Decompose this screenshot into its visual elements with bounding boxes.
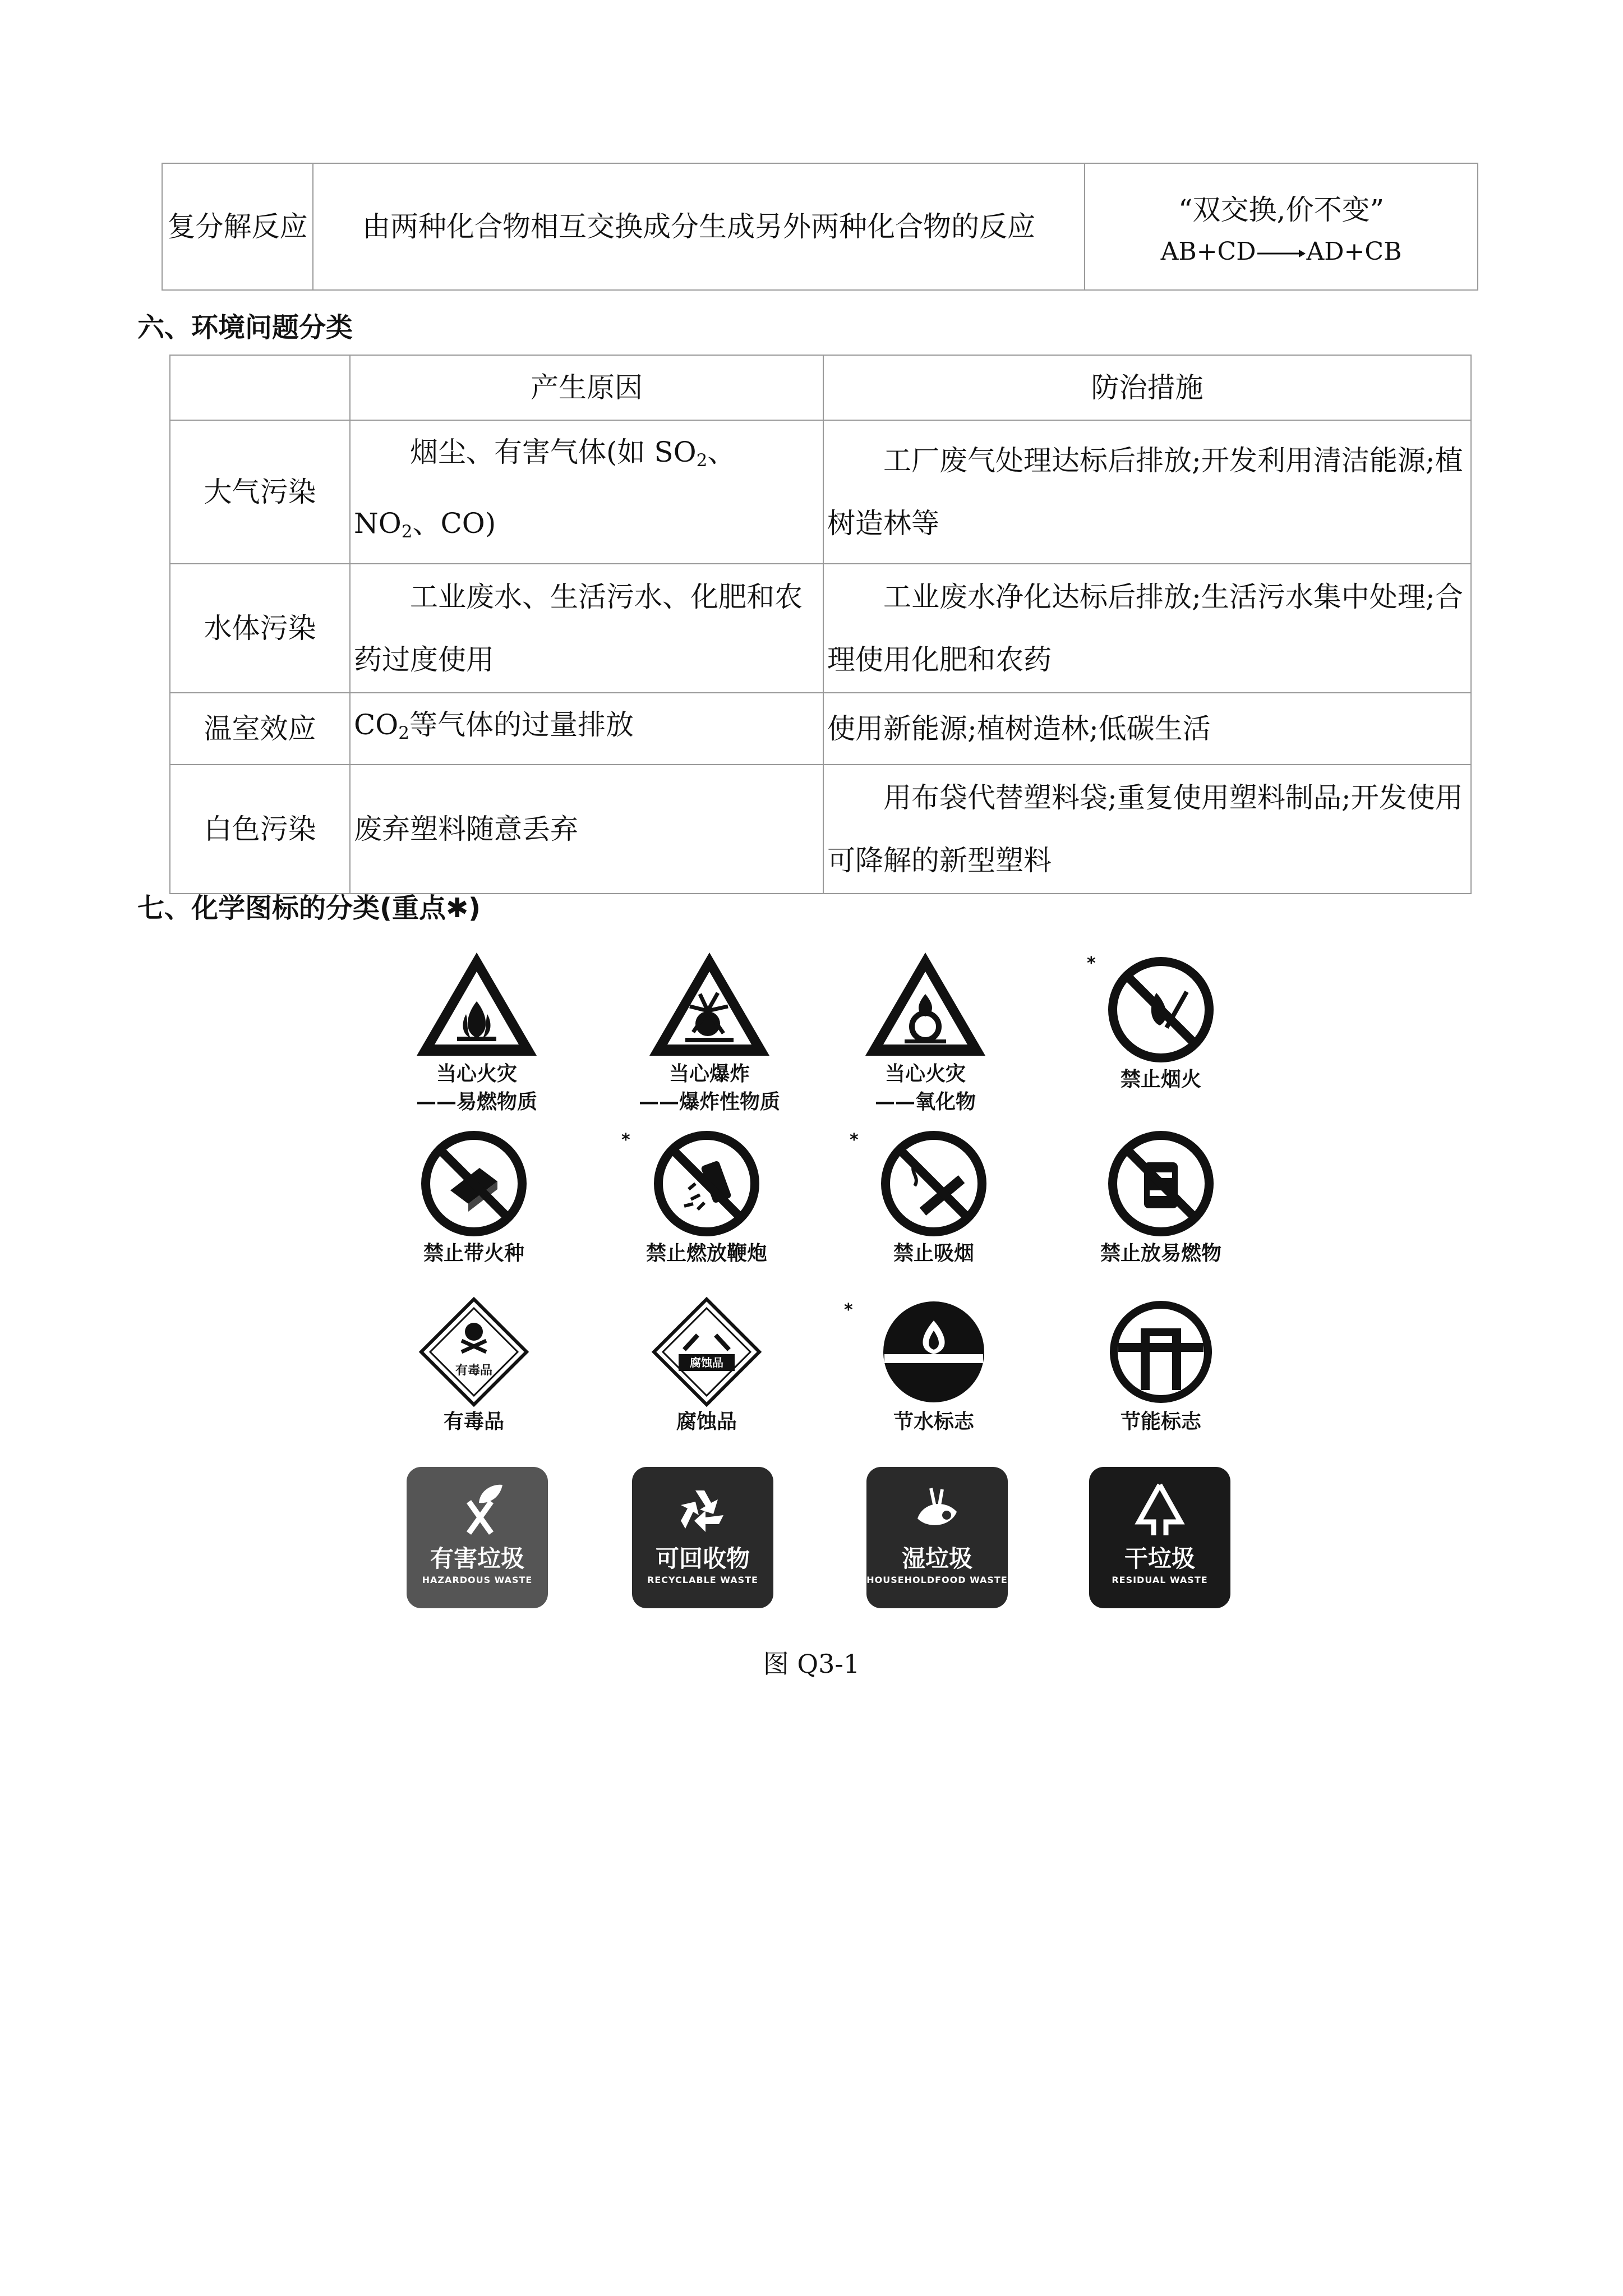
cause-text: 、NO (354, 436, 736, 540)
bin-recyclable (632, 1467, 773, 1608)
icon-label: 有毒品 (443, 1410, 504, 1433)
no-kindling-icon (418, 1128, 530, 1240)
table-row (170, 564, 1471, 693)
row-cause: 废弃塑料随意丢弃 (350, 765, 823, 894)
cause-text: 、CO) (412, 507, 496, 540)
food-waste-icon (906, 1479, 968, 1541)
reaction-name: 复分解反应 (162, 163, 313, 290)
icon-label: 当心火灾 (436, 1062, 517, 1085)
bin-label-en: HAZARDOUS WASTE (422, 1575, 533, 1585)
icon-label: 当心火灾 (884, 1062, 966, 1085)
icon-label: 禁止吸烟 (893, 1242, 974, 1265)
row-measure: 工厂废气处理达标后排放;开发利用清洁能源;植树造林等 (823, 420, 1471, 564)
row-measure: 工业废水净化达标后排放;生活污水集中处理;合理使用化肥和农药 (823, 564, 1471, 693)
table-row (170, 765, 1471, 894)
icon-label-sub: ——易燃物质 (416, 1091, 537, 1114)
icon-label: 腐蚀品 (676, 1410, 737, 1433)
cause-text: 烟尘、有害气体(如 SO (410, 436, 697, 468)
bin-hazardous (407, 1467, 548, 1608)
bin-label-en: HOUSEHOLDFOOD WASTE (866, 1575, 1008, 1585)
reaction-rule-cell (1085, 163, 1478, 290)
arrow-icon (1256, 248, 1307, 259)
corrosive-label (634, 1296, 780, 1436)
no-firecrackers (634, 1128, 780, 1268)
warning-oxidizer (852, 948, 998, 1116)
hazardous-waste-icon (446, 1479, 508, 1541)
water-saving-mark (861, 1296, 1007, 1436)
recycle-icon (672, 1479, 734, 1541)
key-mark: * (1087, 954, 1096, 973)
row-cause (350, 693, 823, 765)
no-kindling (401, 1128, 547, 1268)
row-type: 白色污染 (170, 765, 350, 894)
header-measure: 防治措施 (823, 355, 1471, 420)
icon-label: 禁止烟火 (1120, 1068, 1201, 1091)
subscript: 2 (401, 521, 413, 542)
cause-text: CO (354, 708, 399, 741)
bin-label: 湿垃圾 (901, 1545, 972, 1572)
no-fire-icon (1105, 954, 1217, 1066)
formula-left: AB+CD (1160, 237, 1256, 266)
bin-household-food (866, 1467, 1008, 1608)
table-row (170, 420, 1471, 564)
row-type: 温室效应 (170, 693, 350, 765)
row-cause (350, 420, 823, 564)
header-blank (170, 355, 350, 420)
toxic-label (401, 1296, 547, 1436)
key-mark: * (844, 1300, 853, 1320)
toxic-diamond-icon (418, 1296, 530, 1408)
icon-label: 节水标志 (893, 1410, 974, 1433)
icon-label: 节能标志 (1120, 1410, 1201, 1433)
icon-label-sub: ——氧化物 (874, 1091, 976, 1114)
table-row (170, 693, 1471, 765)
reaction-rule: “双交换,价不变” (1178, 194, 1385, 226)
table-row (162, 163, 1478, 290)
no-flammables (1088, 1128, 1234, 1268)
cause-text: 等气体的过量排放 (409, 708, 634, 741)
icon-label: 禁止燃放鞭炮 (645, 1242, 767, 1265)
bin-label-en: RECYCLABLE WASTE (647, 1575, 758, 1585)
table-header-row (170, 355, 1471, 420)
explosive-warning-icon (645, 948, 774, 1060)
no-smoking-icon (878, 1128, 990, 1240)
subscript: 2 (398, 723, 409, 743)
row-measure: 用布袋代替塑料袋;重复使用塑料制品;开发使用可降解的新型塑料 (823, 765, 1471, 894)
icon-label: 当心爆炸 (668, 1062, 750, 1085)
row-measure: 使用新能源;植树造林;低碳生活 (823, 693, 1471, 765)
energy-saving-mark (1088, 1296, 1234, 1436)
no-fire (1088, 954, 1234, 1094)
key-mark: * (621, 1130, 630, 1150)
reaction-formula (1086, 235, 1477, 269)
energy-saving-icon (1105, 1296, 1217, 1408)
corrosive-inner-text: 腐蚀品 (690, 1356, 723, 1369)
residual-waste-icon (1129, 1479, 1191, 1541)
environment-table (169, 355, 1472, 894)
section6-heading: 六、环境问题分类 (137, 312, 353, 343)
water-saving-icon (878, 1296, 990, 1408)
bin-label: 干垃圾 (1124, 1545, 1195, 1572)
key-mark: * (850, 1130, 859, 1150)
warning-explosive (637, 948, 782, 1116)
icon-label: 禁止放易燃物 (1100, 1242, 1221, 1265)
bin-residual (1089, 1467, 1230, 1608)
toxic-inner-text: 有毒品 (455, 1364, 493, 1378)
bin-label-en: RESIDUAL WASTE (1112, 1575, 1208, 1585)
no-flammables-icon (1105, 1128, 1217, 1240)
subscript: 2 (696, 450, 708, 471)
row-type: 大气污染 (170, 420, 350, 564)
corrosive-diamond-icon (651, 1296, 763, 1408)
section7-heading: 七、化学图标的分类(重点✱) (137, 892, 481, 924)
no-firecrackers-icon (651, 1128, 763, 1240)
icon-label-sub: ——爆炸性物质 (638, 1091, 780, 1114)
row-cause: 工业废水、生活污水、化肥和农药过度使用 (350, 564, 823, 693)
reaction-table (162, 163, 1478, 291)
bin-label: 可回收物 (655, 1545, 750, 1572)
reaction-definition: 由两种化合物相互交换成分生成另外两种化合物的反应 (313, 163, 1085, 290)
icon-label: 禁止带火种 (423, 1242, 524, 1265)
row-type: 水体污染 (170, 564, 350, 693)
warning-flammable (404, 948, 550, 1116)
figure-caption: 图 Q3-1 (763, 1649, 860, 1679)
header-cause: 产生原因 (350, 355, 823, 420)
flammable-warning-icon (412, 948, 541, 1060)
formula-right: AD+CB (1306, 237, 1402, 266)
no-smoking (861, 1128, 1007, 1268)
bin-label: 有害垃圾 (430, 1545, 524, 1572)
oxidizer-warning-icon (861, 948, 990, 1060)
